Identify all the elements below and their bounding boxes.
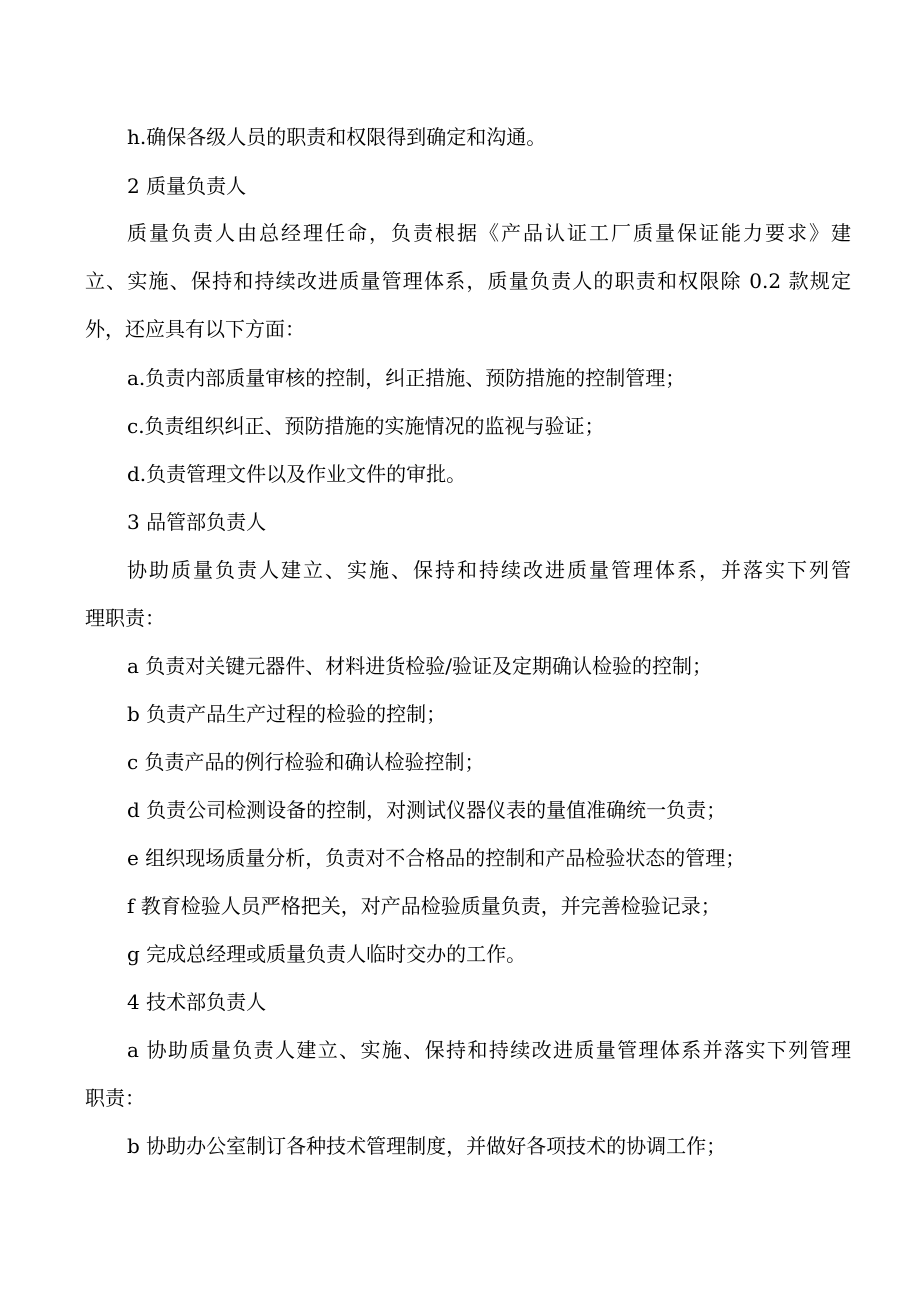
paragraph-quality-manager-line3: 外，还应具有以下方面： (85, 317, 305, 341)
paragraph-quality-manager-line2: 立、实施、保持和持续改进质量管理体系，质量负责人的职责和权限除 0.2 款规定 (85, 269, 851, 293)
list-item-f-inspector-training: f 教育检验人员严格把关，对产品检验质量负责，并完善检验记录； (127, 894, 721, 918)
list-item-e-quality-analysis: e 组织现场质量分析，负责对不合格品的控制和产品检验状态的管理； (127, 846, 746, 870)
heading-technical-department: 4 技术部负责人 (127, 990, 267, 1014)
list-item-b-process-inspection: b 负责产品生产过程的检验的控制； (127, 702, 447, 726)
list-item-a-incoming-inspection: a 负责对关键元器件、材料进货检验/验证及定期确认检验的控制； (127, 654, 713, 678)
paragraph-quality-manager-line1: 质量负责人由总经理任命，负责根据《产品认证工厂质量保证能力要求》建 (127, 221, 851, 245)
list-item-c-routine-inspection: c 负责产品的例行检验和确认检验控制； (127, 750, 485, 774)
paragraph-qc-department-line1: 协助质量负责人建立、实施、保持和持续改进质量管理体系，并落实下列管 (127, 558, 851, 582)
list-item-d-document-approval: d.负责管理文件以及作业文件的审批。 (127, 462, 467, 486)
paragraph-h-responsibility: h.确保各级人员的职责和权限得到确定和沟通。 (127, 125, 547, 149)
heading-quality-manager: 2 质量负责人 (127, 174, 247, 198)
list-item-g-other-tasks: g 完成总经理或质量负责人临时交办的工作。 (127, 942, 527, 966)
paragraph-qc-department-line2: 理职责： (85, 606, 165, 630)
heading-qc-department: 3 品管部负责人 (127, 510, 267, 534)
list-item-a-internal-audit: a.负责内部质量审核的控制，纠正措施、预防措施的控制管理； (127, 366, 686, 390)
list-item-c-corrective-actions: c.负责组织纠正、预防措施的实施情况的监视与验证； (127, 414, 605, 438)
list-item-b-technical-rules: b 协助办公室制订各种技术管理制度，并做好各项技术的协调工作； (127, 1134, 727, 1158)
list-item-d-test-equipment: d 负责公司检测设备的控制，对测试仪器仪表的量值准确统一负责； (127, 798, 727, 822)
paragraph-technical-a-line1: a 协助质量负责人建立、实施、保持和持续改进质量管理体系并落实下列管理 (127, 1038, 851, 1062)
paragraph-technical-a-line2: 职责： (85, 1086, 145, 1110)
